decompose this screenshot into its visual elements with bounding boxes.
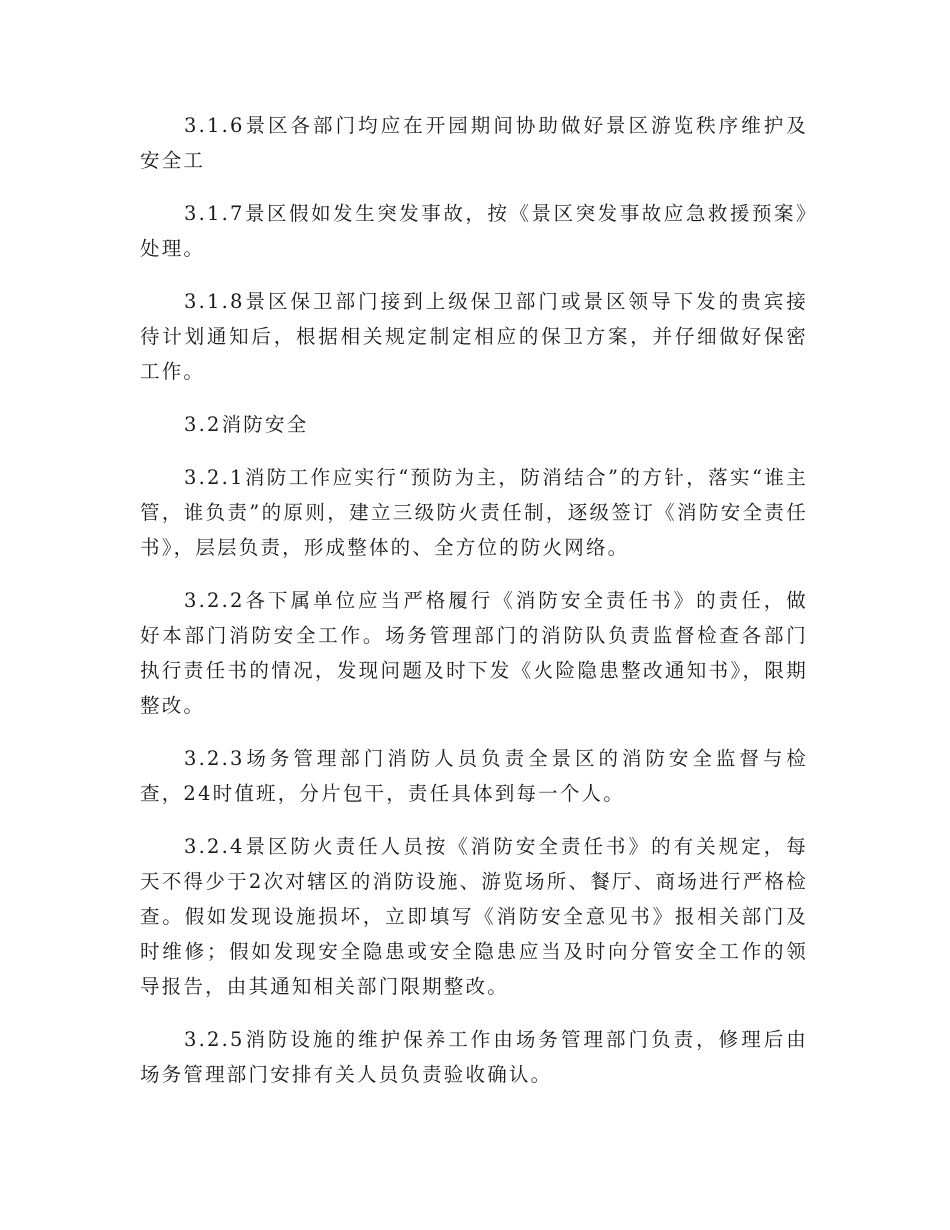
- paragraph-3-2-5: 3.2.5消防设施的维护保养工作由场务管理部门负责，修理后由场务管理部门安排有关人员负责验收确认。: [140, 1028, 808, 1086]
- paragraph-3-2-2: 3.2.2各下属单位应当严格履行《消防安全责任书》的责任，做好本部门消防安全工作。场务管理部门的消防队负责监督检查各部门执行责任书的情况，发现问题及时下发《火险隐患整改通知书》，限期整改。: [140, 589, 808, 717]
- section-heading-3-2: 3.2消防安全: [184, 413, 309, 436]
- paragraph-3-1-6: 3.1.6景区各部门均应在开园期间协助做好景区游览秩序维护及安全工: [140, 114, 808, 172]
- paragraph-3-2-3: 3.2.3场务管理部门消防人员负责全景区的消防安全监督与检查，24时值班，分片包干，责任具体到每一个人。: [140, 747, 808, 805]
- paragraph-3-2-4: 3.2.4景区防火责任人员按《消防安全责任书》的有关规定，每天不得少于2次对辖区的消防设施、游览场所、餐厅、商场进行严格检查。假如发现设施损坏，立即填写《消防安全意见书》报相关部门及时维修；假如发现安全隐患或安全隐患应当及时向分管安全工作的领导报告，由其通知相关部门限期整改。: [140, 835, 808, 998]
- paragraph-3-1-8: 3.1.8景区保卫部门接到上级保卫部门或景区领导下发的贵宾接待计划通知后，根据相关规定制定相应的保卫方案，并仔细做好保密工作。: [140, 290, 808, 383]
- paragraph-3-1-7: 3.1.7景区假如发生突发事故，按《景区突发事故应急救援预案》处理。: [140, 202, 808, 260]
- paragraph-3-2-1: 3.2.1消防工作应实行“预防为主，防消结合”的方针，落实“谁主管，谁负责”的原则，建立三级防火责任制，逐级签订《消防安全责任书》，层层负责，形成整体的、全方位的防火网络。: [140, 466, 808, 559]
- document-page: [140, 108, 808, 1110]
